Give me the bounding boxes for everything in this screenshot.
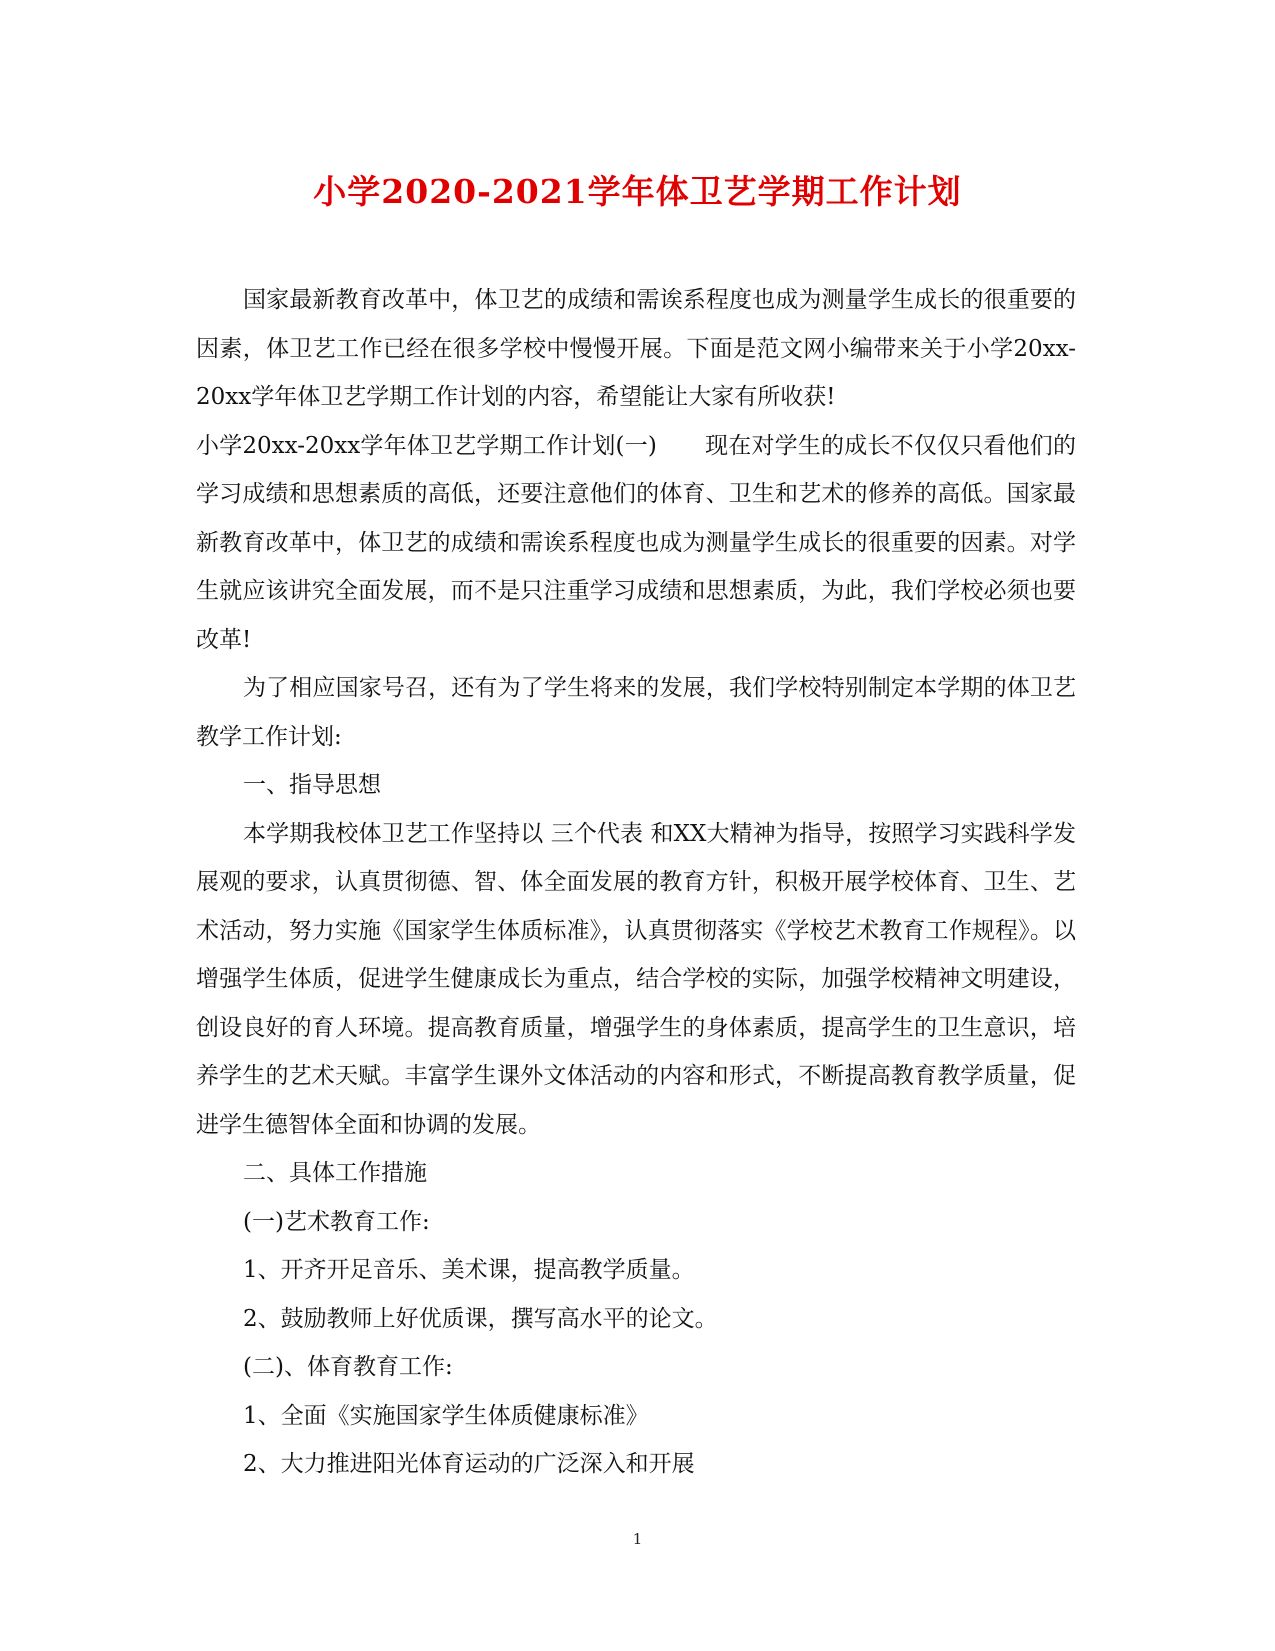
section-heading-guiding: 一、指导思想 [243,772,381,798]
list-item: 2、大力推进阳光体育运动的广泛深入和开展 [243,1451,695,1477]
plan-heading: 小学20xx-20xx学年体卫艺学期工作计划(一) [196,432,657,459]
plan-text: 现在对学生的成长不仅仅只看他们的学习成绩和思想素质的高低，还要注意他们的体育、卫生和艺术的修养的高低。国家最新教育改革中，体卫艺的成绩和需诶系程度也成为测量学生成长的很重要的因素。对学生就应该讲究全面发展，而不是只注重学习成绩和思想素质，为此，我们学校必须也要改革! [196,432,1077,653]
list-item: 1、开齐开足音乐、美术课，提高教学质量。 [243,1257,695,1283]
intro-paragraph: 国家最新教育改革中，体卫艺的成绩和需诶系程度也成为测量学生成长的很重要的因素，体卫艺工作已经在很多学校中慢慢开展。下面是范文网小编带来关于小学20xx-20xx学年体卫艺学期工作计划的内容，希望能让大家有所收获! [196,287,1076,410]
section-heading-measures: 二、具体工作措施 [243,1160,427,1186]
document-body [196,276,1076,1489]
list-item: 1、全面《实施国家学生体质健康标准》 [243,1402,649,1429]
guiding-paragraph: 本学期我校体卫艺工作坚持以 三个代表 和XX大精神为指导，按照学习实践科学发展观的要求，认真贯彻德、智、体全面发展的教育方针，积极开展学校体育、卫生、艺术活动，努力实施《国家学生体质标准》，认真贯彻落实《学校艺术教育工作规程》。以增强学生体质，促进学生健康成长为重点，结合学校的实际，加强学校精神文明建设，创设良好的育人环境。提高教育质量，增强学生的身体素质，提高学生的卫生意识，培养学生的艺术天赋。丰富学生课外文体活动的内容和形式，不断提高教育教学质量，促进学生德智体全面和协调的发展。 [196,820,1076,1138]
subsection-art: (一)艺术教育工作: [243,1208,430,1235]
plan-paragraph [196,422,1076,665]
purpose-paragraph: 为了相应国家号召，还有为了学生将来的发展，我们学校特别制定本学期的体卫艺教学工作计划: [196,675,1076,750]
list-item: 2、鼓励教师上好优质课，撰写高水平的论文。 [243,1305,718,1332]
subsection-sports: (二)、体育教育工作: [243,1354,453,1380]
page-number: 1 [632,1530,643,1548]
document-title: 小学2020-2021学年体卫艺学期工作计划 [313,172,962,211]
